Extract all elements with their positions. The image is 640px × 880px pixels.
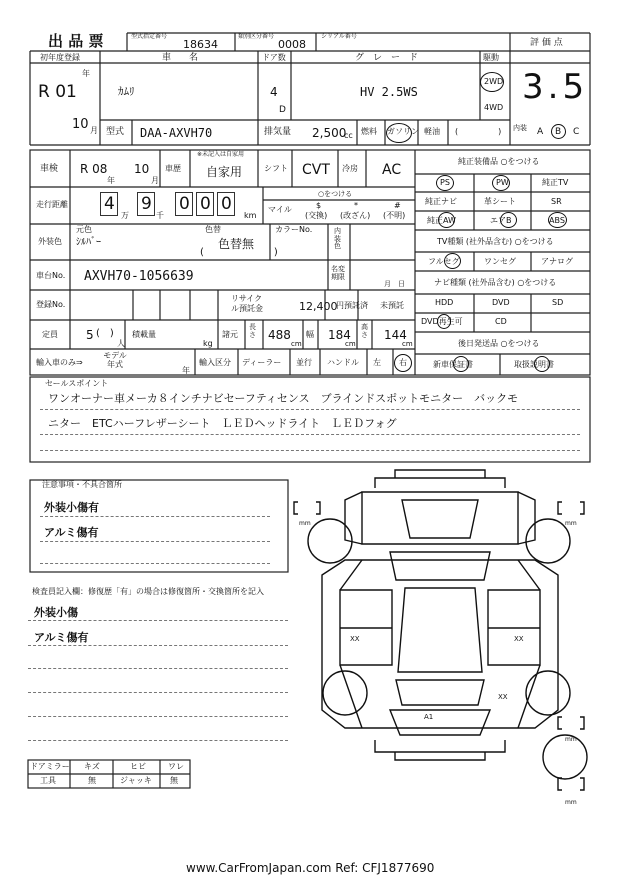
recycle-deposit: 円預託済 (336, 301, 368, 310)
height-cm: cm (402, 340, 413, 348)
navi-dvd: DVD (492, 298, 510, 307)
model-year-unit: 年 (182, 366, 190, 375)
grade-label: グ レ ー ド (355, 53, 419, 63)
damage-mark-rear: A1 (424, 713, 434, 721)
class-label: 類別区分番号 (238, 33, 275, 40)
handle-label: ハンドル (327, 358, 359, 367)
shift: CVT (302, 162, 330, 178)
displacement: 2,500 (312, 126, 347, 140)
recycle-none: 未預託 (380, 301, 404, 310)
mile-mark-tampered: * (354, 201, 358, 210)
equip-tv: 純正TV (542, 178, 569, 187)
later-warranty: 新車保証書 (433, 360, 473, 369)
missing-header-scratch: キズ (84, 762, 100, 771)
mile-circle-note: ○をつける (318, 190, 353, 198)
import-label: 輸入車のみ⇒ (36, 358, 83, 367)
drive-4wd: 4WD (484, 103, 504, 112)
inspector-dash-1 (28, 620, 288, 621)
caution-line-1: 外装小傷有 (44, 501, 99, 514)
drive-label: 駆動 (483, 53, 499, 62)
equip-aw-circle (438, 212, 455, 228)
mileage-digit: 0 (221, 194, 232, 214)
missing-tool: 工具 (40, 776, 56, 785)
model-type-number: 18634 (183, 38, 218, 51)
mileage-digit: 0 (179, 194, 190, 214)
interior-grade-b-circle (551, 124, 566, 139)
equip-navi: 純正ナビ (425, 197, 457, 206)
capacity-label: 定員 (42, 330, 58, 339)
class-number: 0008 (278, 38, 306, 51)
equip-pw: PW (496, 178, 509, 187)
height: 144 (384, 328, 407, 342)
later-manual: 取扱説明書 (514, 360, 554, 369)
damage-mark-rear-right: XX (498, 693, 508, 701)
year-unit: 年 (82, 69, 90, 78)
caution-dash-1 (40, 516, 270, 517)
std-equip-title: 純正装備品 ○をつける (458, 157, 540, 166)
width-label: 幅 (306, 330, 314, 339)
color-bracket: ( ) (200, 247, 278, 258)
mileage-digit: 0 (200, 194, 211, 214)
mm-label-spare: mm (565, 799, 577, 806)
handle-right: 右 (399, 358, 407, 367)
sen-unit: 千 (156, 211, 164, 220)
later-manual-circle (534, 356, 550, 372)
later-title: 後日発送品 ○をつける (458, 339, 540, 348)
inspector-label: 検査員記入欄：修復歴「有」の場合は修復箇所・交換箇所を記入 (32, 587, 264, 596)
capacity: 5 (86, 328, 94, 342)
source-reference: www.CarFromJapan.com Ref: CFJ1877690 (186, 861, 435, 875)
interior-label: 内装 (513, 124, 527, 132)
equip-aw: 純正AW (427, 216, 456, 225)
fuel-label: 燃料 (361, 127, 377, 136)
score-label: 評 価 点 (530, 38, 563, 48)
shift-label: シフト (264, 164, 288, 173)
door-type: D (279, 105, 286, 115)
grade: HV 2.5WS (360, 85, 418, 99)
name-change-label: 名変期限 (331, 265, 345, 282)
import-parallel: 並行 (296, 358, 312, 367)
equip-ps-circle (436, 175, 454, 191)
recycle-amount: 12,400 (299, 300, 338, 313)
evaluation-score: 3.5 (522, 67, 589, 107)
length: 488 (268, 328, 291, 342)
navi-cd: CD (495, 317, 507, 326)
drive-2wd: 2WD (484, 77, 504, 86)
caution-dash-2 (40, 541, 270, 542)
damage-mark-right-door: XX (514, 635, 524, 643)
serial-label: シリアル番号 (321, 33, 357, 40)
import-class-label: 輸入区分 (199, 358, 231, 367)
history: 自家用 (206, 165, 243, 179)
shaken-month-unit: 月 (151, 176, 159, 185)
length-label: 長さ (249, 323, 256, 339)
model-code: DAA-AXVH70 (140, 126, 213, 140)
import-dealer: ディーラー (242, 358, 282, 367)
missing-header-mirror: ドアミラー (30, 762, 70, 771)
history-note: ※未記入は自家用 (197, 151, 245, 158)
equip-ps: PS (440, 178, 450, 187)
car-name-label: 車 名 (162, 53, 199, 63)
caution-label: 注意事項・不具合箇所 (42, 480, 122, 489)
name-change-month: 月 日 (384, 280, 405, 288)
load-label: 積載量 (132, 330, 156, 339)
sales-dash-2 (40, 434, 580, 435)
inspector-dash-5 (28, 716, 288, 717)
mile-mark-exchange: $ (316, 201, 322, 210)
navi-title: ナビ種類 (社外品含む) ○をつける (434, 278, 557, 287)
caution-dash-3 (40, 563, 270, 564)
model-type-label: 型式指定番号 (131, 33, 168, 40)
mileage-digit: 4 (104, 194, 115, 214)
interior-grade-b: B (555, 127, 562, 137)
sales-point-label: セールスポイント (45, 379, 109, 388)
man-unit: 万 (121, 211, 129, 220)
inspector-dash-6 (28, 740, 288, 741)
cc-unit: cc (344, 131, 353, 140)
sales-dash-3 (40, 450, 580, 451)
height-label: 高さ (361, 323, 368, 339)
interior-grade-a: A (537, 127, 544, 137)
exterior-color-label: 外装色 (38, 237, 62, 246)
model-year-label: モデル年式 (103, 351, 127, 369)
color-code-label: 色替 (205, 225, 221, 234)
color-change: 色替無 (218, 237, 255, 251)
doors-label: ドア数 (262, 53, 286, 62)
capacity-bracket: ( ) (96, 328, 114, 339)
fuel-gasoline-circle (386, 123, 412, 143)
aircon-label: 冷房 (342, 164, 358, 173)
interior-grade-c: C (573, 127, 580, 137)
mileage-digit: 9 (141, 194, 152, 214)
shaken-label: 車検 (40, 164, 59, 174)
mile-tampered: (改ざん) (340, 211, 371, 220)
missing-header-break: ワレ (168, 762, 184, 771)
aircon: AC (382, 162, 402, 178)
tv-fullseg-circle (444, 253, 461, 269)
drive-2wd-circle (480, 72, 504, 92)
person-unit: 人 (117, 339, 125, 348)
tv-fullseg: フルセグ (428, 257, 460, 266)
recycle-label: リサイクル預託金 (231, 294, 263, 313)
mile-label: マイル (268, 205, 292, 214)
interior-color-label: 内装色 (334, 227, 341, 251)
history-label: 車歴 (165, 164, 181, 173)
navi-hdd: HDD (435, 298, 454, 307)
car-name: ｶﾑﾘ (118, 85, 135, 98)
sales-dash-1 (40, 409, 580, 410)
inspector-dash-4 (28, 692, 288, 693)
missing-tool-value: 無 (88, 776, 96, 785)
km-unit: km (244, 211, 257, 220)
door-count: 4 (270, 85, 278, 99)
tv-oneseg: ワンセグ (484, 257, 516, 266)
mile-exchange: (交換) (305, 211, 328, 220)
orig-color-label: 元色 (76, 225, 92, 234)
inspector-line-1: 外装小傷 (34, 606, 78, 619)
caution-line-2: アルミ傷有 (44, 526, 99, 539)
fuel-gasoline: ガソリン (387, 127, 419, 136)
mm-label-fl: mm (299, 520, 311, 527)
missing-jack: ジャッキ (120, 776, 152, 785)
navi-dvd-play: DVD再生可 (421, 317, 463, 326)
navi-sd: SD (552, 298, 564, 307)
chassis-number: AXVH70-1056639 (84, 269, 194, 284)
chassis-label: 車台No. (36, 271, 66, 280)
shaken-era: R 08 (80, 162, 108, 176)
shaken-year-unit: 年 (107, 176, 115, 185)
load-kg: kg (203, 339, 213, 348)
length-cm: cm (291, 340, 302, 348)
equip-airbag-circle (500, 212, 517, 228)
handle-left: 左 (373, 358, 381, 367)
month-unit: 月 (90, 126, 98, 135)
cert-label: 諸元 (222, 330, 238, 339)
equip-pw-circle (492, 175, 510, 191)
width-cm: cm (345, 340, 356, 348)
shaken-month: 10 (134, 162, 150, 176)
mile-unknown: (不明) (383, 211, 406, 220)
inspector-dash-2 (28, 645, 288, 646)
inspector-line-2: アルミ傷有 (34, 631, 89, 644)
later-warranty-circle (453, 356, 469, 372)
fuel-other-bracket: ( ) (455, 127, 502, 136)
mile-mark-unknown: # (394, 201, 401, 210)
navi-dvd-play-circle (437, 314, 451, 329)
model-label: 型式 (106, 127, 125, 137)
handle-right-circle (394, 354, 412, 372)
equip-abs: ABS (549, 216, 565, 225)
damage-mark-left-door: XX (350, 635, 360, 643)
equip-leather: 革シート (484, 197, 516, 206)
mileage-label: 走行距離 (36, 200, 68, 209)
first-reg-month: 10 (72, 117, 89, 132)
width: 184 (328, 328, 351, 342)
inspector-dash-3 (28, 668, 288, 669)
mm-label-fr: mm (565, 520, 577, 527)
tv-title: TV種類 (社外品含む) ○をつける (437, 237, 554, 246)
missing-header-crack: ヒビ (130, 762, 146, 771)
first-reg-era: R 01 (38, 82, 77, 102)
reg-label: 登録No. (36, 300, 66, 309)
equip-airbag: エアB (490, 216, 512, 225)
form-title: 出 品 票 (48, 32, 104, 50)
displacement-label: 排気量 (264, 127, 292, 137)
tv-analog: アナログ (541, 257, 573, 266)
sales-point-line-1: ワンオーナー車メーカ８インチナビセーフティセンス ブラインドスポットモニター バックモ (48, 392, 519, 405)
color-no-label: カラーNo. (275, 225, 313, 234)
sales-point-line-2: ニター ETCハーフレザーシート ＬＥＤヘッドライト ＬＥＤフォグ (48, 417, 397, 430)
orig-color: ｼﾙﾊﾞｰ (76, 237, 101, 248)
equip-abs-circle (548, 212, 567, 228)
fuel-diesel: 軽油 (424, 127, 440, 136)
missing-jack-value: 無 (170, 776, 178, 785)
mm-label-rr: mm (565, 736, 577, 743)
equip-sr: SR (551, 197, 562, 206)
first-reg-label: 初年度登録 (40, 53, 80, 62)
